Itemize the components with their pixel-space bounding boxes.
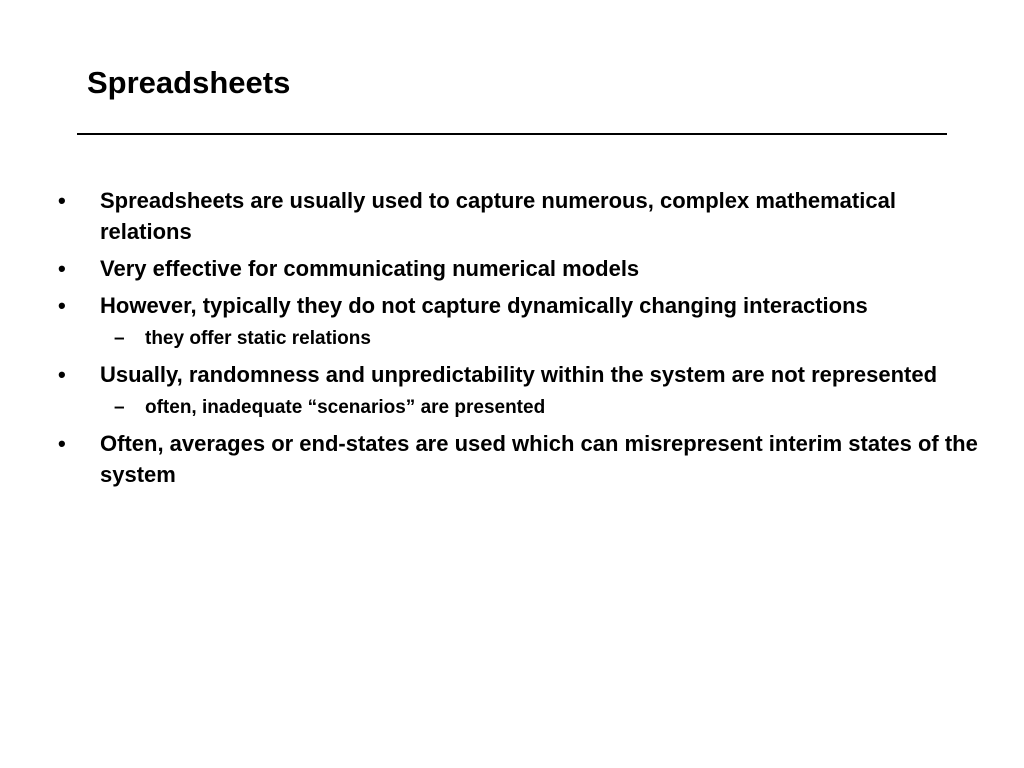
dash-icon: – xyxy=(114,328,125,349)
bullet-item xyxy=(58,428,978,490)
bullet-icon: • xyxy=(58,256,66,281)
bullet-text: Spreadsheets are usually used to capture numerous, complex mathematical relations xyxy=(100,188,896,244)
sub-bullet-text: they offer static relations xyxy=(145,328,371,349)
bullet-item xyxy=(58,185,978,247)
bullet-list xyxy=(58,185,978,496)
bullet-text: Usually, randomness and unpredictability within the system are not represented xyxy=(100,362,938,387)
bullet-item xyxy=(58,253,978,284)
bullet-text: Often, averages or end-states are used which can misrepresent interim states of the system xyxy=(100,431,978,487)
bullet-icon: • xyxy=(58,293,66,318)
slide-title: Spreadsheets xyxy=(87,65,291,100)
bullet-icon: • xyxy=(58,362,66,387)
bullet-icon: • xyxy=(58,431,66,456)
bullet-item xyxy=(58,359,978,390)
bullet-icon: • xyxy=(58,188,66,213)
bullet-text: However, typically they do not capture dynamically changing interactions xyxy=(100,293,868,318)
title-divider xyxy=(77,133,947,135)
dash-icon: – xyxy=(114,397,125,418)
bullet-item xyxy=(58,290,978,321)
sub-bullet-text: often, inadequate “scenarios” are presented xyxy=(145,397,546,418)
sub-bullet-item xyxy=(58,395,978,421)
bullet-text: Very effective for communicating numerical models xyxy=(100,256,640,281)
sub-bullet-item xyxy=(58,326,978,352)
